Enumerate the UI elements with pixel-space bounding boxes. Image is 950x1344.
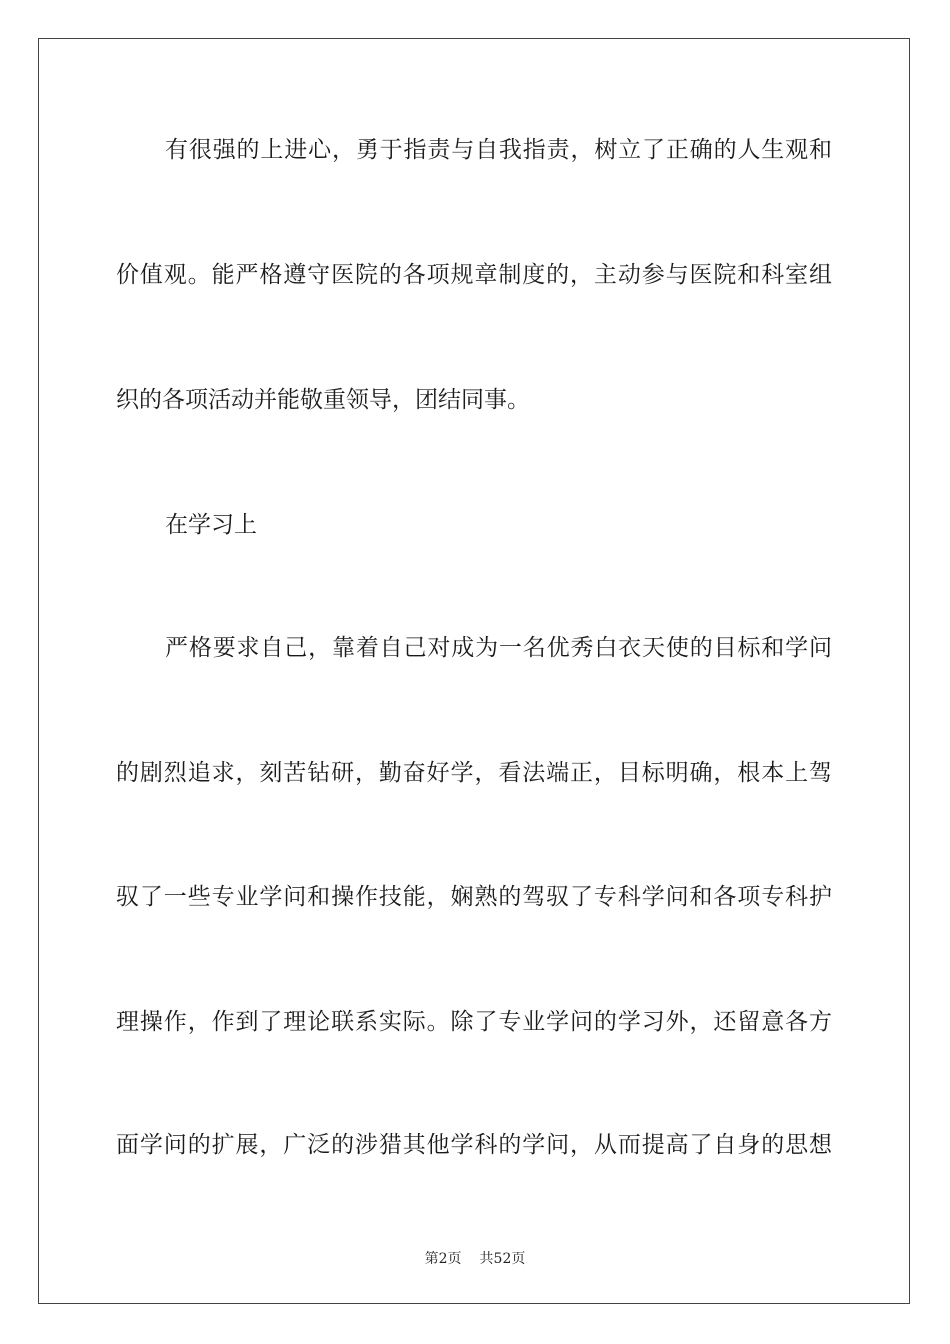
paragraph-line: 价值观。能严格遵守医院的各项规章制度的，主动参与医院和科室组 [116, 262, 832, 288]
page-frame [38, 38, 910, 1304]
page-footer [0, 1248, 950, 1268]
page-number: 第2页 [424, 1251, 462, 1267]
paragraph-line: 的剧烈追求，刻苦钻研，勤奋好学，看法端正，目标明确，根本上驾 [116, 760, 832, 786]
paragraph-line: 面学问的扩展，广泛的涉猎其他学科的学问，从而提高了自身的思想 [116, 1132, 832, 1158]
paragraph-line: 织的各项活动并能敬重领导，团结同事。 [116, 387, 530, 413]
page-total: 共52页 [479, 1251, 526, 1267]
paragraph-line: 驭了一些专业学问和操作技能，娴熟的驾驭了专科学问和各项专科护 [116, 884, 832, 910]
paragraph-line: 有很强的上进心，勇于指责与自我指责，树立了正确的人生观和 [165, 137, 832, 163]
section-heading: 在学习上 [165, 512, 257, 538]
paragraph-line: 严格要求自己，靠着自己对成为一名优秀白衣天使的目标和学问 [165, 635, 832, 661]
paragraph-line: 理操作，作到了理论联系实际。除了专业学问的学习外，还留意各方 [116, 1009, 832, 1035]
